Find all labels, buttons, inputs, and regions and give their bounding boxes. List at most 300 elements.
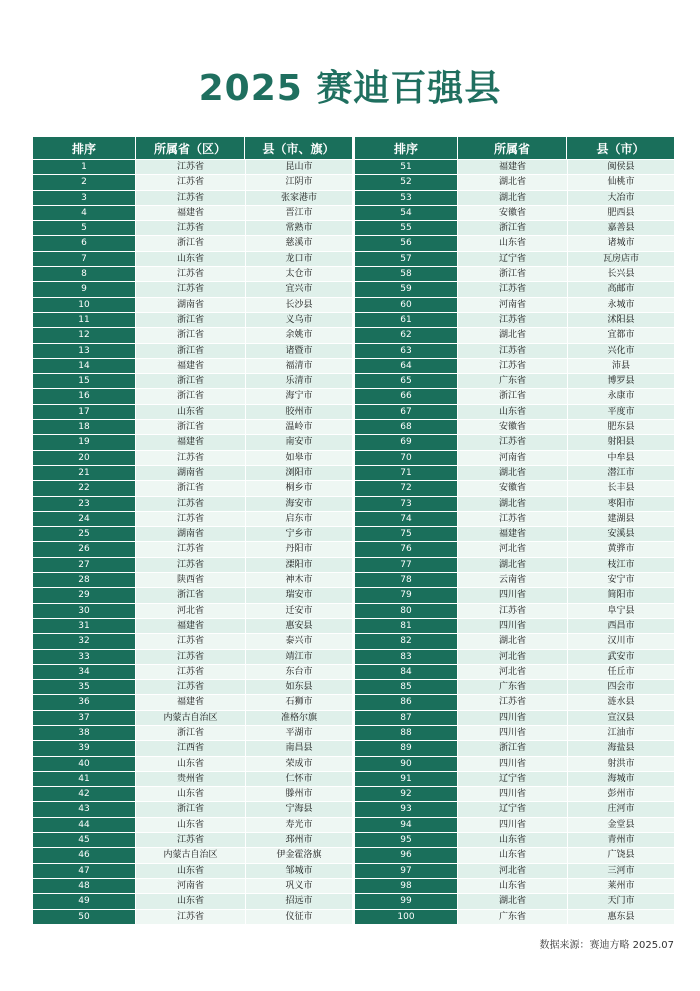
rank-cell: 35 [33,680,136,695]
province-cell: 浙江省 [458,741,567,756]
table-row [33,451,352,466]
table-row [355,818,674,833]
rank-cell: 64 [355,359,458,374]
table-row [355,405,674,420]
table-row [33,389,352,404]
province-cell: 河南省 [458,298,567,313]
province-cell: 浙江省 [136,328,245,343]
county-cell: 射洪市 [567,757,674,772]
county-cell: 海安市 [245,497,352,512]
table-row [355,757,674,772]
table-header-row [33,137,352,160]
rank-cell: 17 [33,405,136,420]
rank-cell: 74 [355,512,458,527]
table-row [355,221,674,236]
county-cell: 西昌市 [567,619,674,634]
rank-cell: 95 [355,833,458,848]
table-row [33,741,352,756]
province-cell: 山东省 [458,848,567,863]
rank-cell: 12 [33,328,136,343]
county-cell: 龙口市 [245,252,352,267]
rank-cell: 72 [355,481,458,496]
county-cell: 晋江市 [245,206,352,221]
province-cell: 山东省 [136,405,245,420]
table-row [355,313,674,328]
table-row [355,420,674,435]
table-row [355,619,674,634]
table-row [355,604,674,619]
county-cell: 仪征市 [245,910,352,925]
rank-cell: 61 [355,313,458,328]
rank-cell: 84 [355,665,458,680]
table-row [33,160,352,175]
province-cell: 江苏省 [136,451,245,466]
province-cell: 湖北省 [458,466,567,481]
province-cell: 山东省 [136,864,245,879]
province-cell: 浙江省 [458,389,567,404]
table-row [355,497,674,512]
province-cell: 江苏省 [136,558,245,573]
table-row [33,588,352,603]
table-row [355,374,674,389]
province-cell: 福建省 [458,527,567,542]
province-cell: 福建省 [136,695,245,710]
table-row [33,757,352,772]
table-row [355,267,674,282]
rank-cell: 27 [33,558,136,573]
table-row [33,267,352,282]
county-cell: 准格尔旗 [245,711,352,726]
rank-cell: 79 [355,588,458,603]
county-cell: 宣汉县 [567,711,674,726]
province-cell: 江苏省 [136,160,245,175]
province-cell: 内蒙古自治区 [136,848,245,863]
province-cell: 浙江省 [136,481,245,496]
table-row [33,604,352,619]
province-cell: 福建省 [136,206,245,221]
county-cell: 四会市 [567,680,674,695]
county-cell: 简阳市 [567,588,674,603]
table-row [33,236,352,251]
table-row [355,435,674,450]
rank-cell: 92 [355,787,458,802]
province-cell: 湖北省 [458,191,567,206]
rank-cell: 46 [33,848,136,863]
county-cell: 南安市 [245,435,352,450]
table-row [355,695,674,710]
province-cell: 江苏省 [136,665,245,680]
province-cell: 福建省 [136,359,245,374]
table-row [355,848,674,863]
table-row [33,665,352,680]
province-cell: 浙江省 [458,267,567,282]
rank-cell: 81 [355,619,458,634]
table-row [33,910,352,925]
county-cell: 余姚市 [245,328,352,343]
county-cell: 浏阳市 [245,466,352,481]
table-row [33,634,352,649]
table-row [355,864,674,879]
county-cell: 宁乡市 [245,527,352,542]
county-cell: 东台市 [245,665,352,680]
table-row [33,848,352,863]
table-row [33,879,352,894]
rank-cell: 48 [33,879,136,894]
table-row [355,650,674,665]
rank-cell: 42 [33,787,136,802]
rank-cell: 56 [355,236,458,251]
county-cell: 永康市 [567,389,674,404]
county-cell: 建湖县 [567,512,674,527]
rank-cell: 54 [355,206,458,221]
rank-cell: 41 [33,772,136,787]
rank-cell: 78 [355,573,458,588]
rank-cell: 82 [355,634,458,649]
province-cell: 浙江省 [136,313,245,328]
table-row [33,558,352,573]
table-row [33,864,352,879]
county-cell: 彭州市 [567,787,674,802]
province-cell: 浙江省 [136,726,245,741]
province-cell: 河北省 [458,542,567,557]
rank-cell: 62 [355,328,458,343]
rank-cell: 30 [33,604,136,619]
province-cell: 湖北省 [458,175,567,190]
table-row [33,328,352,343]
rank-cell: 16 [33,389,136,404]
rank-cell: 83 [355,650,458,665]
province-cell: 江苏省 [136,497,245,512]
province-cell: 浙江省 [136,389,245,404]
rank-cell: 63 [355,344,458,359]
county-cell: 神木市 [245,573,352,588]
table-row [33,680,352,695]
province-cell: 山东省 [458,879,567,894]
county-cell: 宜兴市 [245,282,352,297]
province-cell: 江西省 [136,741,245,756]
rank-cell: 23 [33,497,136,512]
rank-cell: 31 [33,619,136,634]
rank-cell: 14 [33,359,136,374]
county-cell: 枝江市 [567,558,674,573]
rank-cell: 57 [355,252,458,267]
table-row [355,894,674,909]
province-cell: 江苏省 [458,512,567,527]
table-row [355,527,674,542]
county-cell: 涟水县 [567,695,674,710]
county-cell: 招远市 [245,894,352,909]
province-cell: 福建省 [136,435,245,450]
province-cell: 贵州省 [136,772,245,787]
table-row [355,726,674,741]
table-row [355,680,674,695]
province-cell: 安徽省 [458,481,567,496]
table-header-row [355,137,674,160]
rank-cell: 20 [33,451,136,466]
county-cell: 任丘市 [567,665,674,680]
rank-cell: 77 [355,558,458,573]
rank-cell: 50 [33,910,136,925]
table-row [355,236,674,251]
rank-cell: 26 [33,542,136,557]
table-row [33,206,352,221]
province-cell: 辽宁省 [458,252,567,267]
rank-cell: 58 [355,267,458,282]
rank-cell: 99 [355,894,458,909]
rank-cell: 13 [33,344,136,359]
rank-cell: 86 [355,695,458,710]
county-cell: 肥西县 [567,206,674,221]
province-cell: 江苏省 [458,282,567,297]
table-row [33,313,352,328]
county-cell: 惠东县 [567,910,674,925]
rank-cell: 8 [33,267,136,282]
province-cell: 河北省 [458,864,567,879]
rank-cell: 55 [355,221,458,236]
rank-cell: 37 [33,711,136,726]
county-cell: 瑞安市 [245,588,352,603]
table-row [355,160,674,175]
table-row [355,588,674,603]
table-row [355,466,674,481]
province-cell: 浙江省 [136,236,245,251]
county-cell: 江油市 [567,726,674,741]
province-cell: 江苏省 [136,267,245,282]
rank-cell: 90 [355,757,458,772]
province-cell: 湖北省 [458,328,567,343]
province-cell: 浙江省 [136,374,245,389]
county-cell: 汉川市 [567,634,674,649]
rank-cell: 98 [355,879,458,894]
header-province: 所属省 [458,137,567,160]
county-cell: 寿光市 [245,818,352,833]
rank-cell: 75 [355,527,458,542]
province-cell: 四川省 [458,787,567,802]
province-cell: 江苏省 [458,695,567,710]
rank-cell: 3 [33,191,136,206]
county-cell: 南昌县 [245,741,352,756]
province-cell: 浙江省 [458,221,567,236]
province-cell: 河北省 [136,604,245,619]
header-county: 县（市、旗） [245,137,352,160]
province-cell: 福建省 [458,160,567,175]
rank-cell: 47 [33,864,136,879]
province-cell: 四川省 [458,588,567,603]
province-cell: 安徽省 [458,420,567,435]
county-cell: 枣阳市 [567,497,674,512]
rank-cell: 59 [355,282,458,297]
rank-cell: 71 [355,466,458,481]
county-cell: 仙桃市 [567,175,674,190]
county-cell: 长兴县 [567,267,674,282]
table-row [355,175,674,190]
table-row [33,359,352,374]
rank-cell: 70 [355,451,458,466]
county-cell: 迁安市 [245,604,352,619]
province-cell: 浙江省 [136,588,245,603]
county-cell: 青州市 [567,833,674,848]
county-cell: 安溪县 [567,527,674,542]
province-cell: 山东省 [136,252,245,267]
rank-cell: 45 [33,833,136,848]
table-row [33,818,352,833]
county-cell: 安宁市 [567,573,674,588]
rank-cell: 65 [355,374,458,389]
table-row [33,191,352,206]
table-row [33,420,352,435]
table-row [33,573,352,588]
county-cell: 瓦房店市 [567,252,674,267]
table-row [355,741,674,756]
county-cell: 平湖市 [245,726,352,741]
table-row [355,542,674,557]
province-cell: 内蒙古自治区 [136,711,245,726]
rank-cell: 69 [355,435,458,450]
rank-cell: 24 [33,512,136,527]
table-row [33,481,352,496]
county-cell: 荣成市 [245,757,352,772]
table-row [355,298,674,313]
rank-cell: 73 [355,497,458,512]
province-cell: 广东省 [458,374,567,389]
rank-cell: 10 [33,298,136,313]
table-row [33,833,352,848]
province-cell: 江苏省 [458,604,567,619]
rank-cell: 19 [33,435,136,450]
county-cell: 胶州市 [245,405,352,420]
rank-cell: 4 [33,206,136,221]
county-cell: 滕州市 [245,787,352,802]
rank-cell: 51 [355,160,458,175]
province-cell: 山东省 [136,757,245,772]
rank-cell: 80 [355,604,458,619]
rank-cell: 6 [33,236,136,251]
rank-cell: 5 [33,221,136,236]
province-cell: 四川省 [458,726,567,741]
rank-cell: 100 [355,910,458,925]
table-row [33,282,352,297]
province-cell: 湖南省 [136,466,245,481]
county-cell: 福清市 [245,359,352,374]
province-cell: 云南省 [458,573,567,588]
county-cell: 常熟市 [245,221,352,236]
province-cell: 山东省 [458,833,567,848]
province-cell: 江苏省 [136,512,245,527]
province-cell: 浙江省 [136,344,245,359]
rank-cell: 39 [33,741,136,756]
county-cell: 启东市 [245,512,352,527]
table-row [33,175,352,190]
county-cell: 昆山市 [245,160,352,175]
county-cell: 长沙县 [245,298,352,313]
header-rank: 排序 [33,137,136,160]
province-cell: 福建省 [136,619,245,634]
table-row [355,772,674,787]
province-cell: 江苏省 [136,680,245,695]
province-cell: 湖北省 [458,497,567,512]
province-cell: 四川省 [458,757,567,772]
county-cell: 长丰县 [567,481,674,496]
province-cell: 安徽省 [458,206,567,221]
rank-cell: 2 [33,175,136,190]
rank-cell: 38 [33,726,136,741]
rank-cell: 93 [355,802,458,817]
county-cell: 江阴市 [245,175,352,190]
county-cell: 宜都市 [567,328,674,343]
province-cell: 湖南省 [136,527,245,542]
page-title: 2025 赛迪百强县 [198,68,502,109]
province-cell: 陕西省 [136,573,245,588]
county-cell: 巩义市 [245,879,352,894]
county-cell: 平度市 [567,405,674,420]
province-cell: 江苏省 [136,191,245,206]
rank-cell: 97 [355,864,458,879]
rank-cell: 60 [355,298,458,313]
rank-cell: 67 [355,405,458,420]
table-row [33,772,352,787]
province-cell: 湖北省 [458,634,567,649]
county-cell: 沭阳县 [567,313,674,328]
ranking-table-left [33,137,352,925]
table-row [355,879,674,894]
county-cell: 伊金霍洛旗 [245,848,352,863]
province-cell: 河南省 [458,451,567,466]
table-row [355,389,674,404]
county-cell: 邹城市 [245,864,352,879]
county-cell: 诸城市 [567,236,674,251]
table-row [33,711,352,726]
rank-cell: 89 [355,741,458,756]
county-cell: 永城市 [567,298,674,313]
county-cell: 闽侯县 [567,160,674,175]
table-row [355,787,674,802]
province-cell: 河南省 [136,879,245,894]
rank-cell: 76 [355,542,458,557]
rank-cell: 9 [33,282,136,297]
county-cell: 张家港市 [245,191,352,206]
county-cell: 广饶县 [567,848,674,863]
table-row [33,344,352,359]
county-cell: 如东县 [245,680,352,695]
rank-cell: 11 [33,313,136,328]
province-cell: 江苏省 [458,435,567,450]
province-cell: 江苏省 [136,634,245,649]
county-cell: 武安市 [567,650,674,665]
province-cell: 江苏省 [458,359,567,374]
county-cell: 桐乡市 [245,481,352,496]
rank-cell: 44 [33,818,136,833]
table-row [33,802,352,817]
table-row [355,634,674,649]
rank-cell: 32 [33,634,136,649]
province-cell: 江苏省 [136,833,245,848]
table-row [33,497,352,512]
table-row [33,894,352,909]
rank-cell: 36 [33,695,136,710]
header-county: 县（市） [567,137,674,160]
rank-cell: 21 [33,466,136,481]
province-cell: 江苏省 [458,313,567,328]
rank-cell: 49 [33,894,136,909]
county-cell: 肥东县 [567,420,674,435]
rank-cell: 34 [33,665,136,680]
county-cell: 海宁市 [245,389,352,404]
province-cell: 山东省 [136,818,245,833]
county-cell: 黄骅市 [567,542,674,557]
table-row [355,573,674,588]
table-row [355,344,674,359]
province-cell: 四川省 [458,619,567,634]
